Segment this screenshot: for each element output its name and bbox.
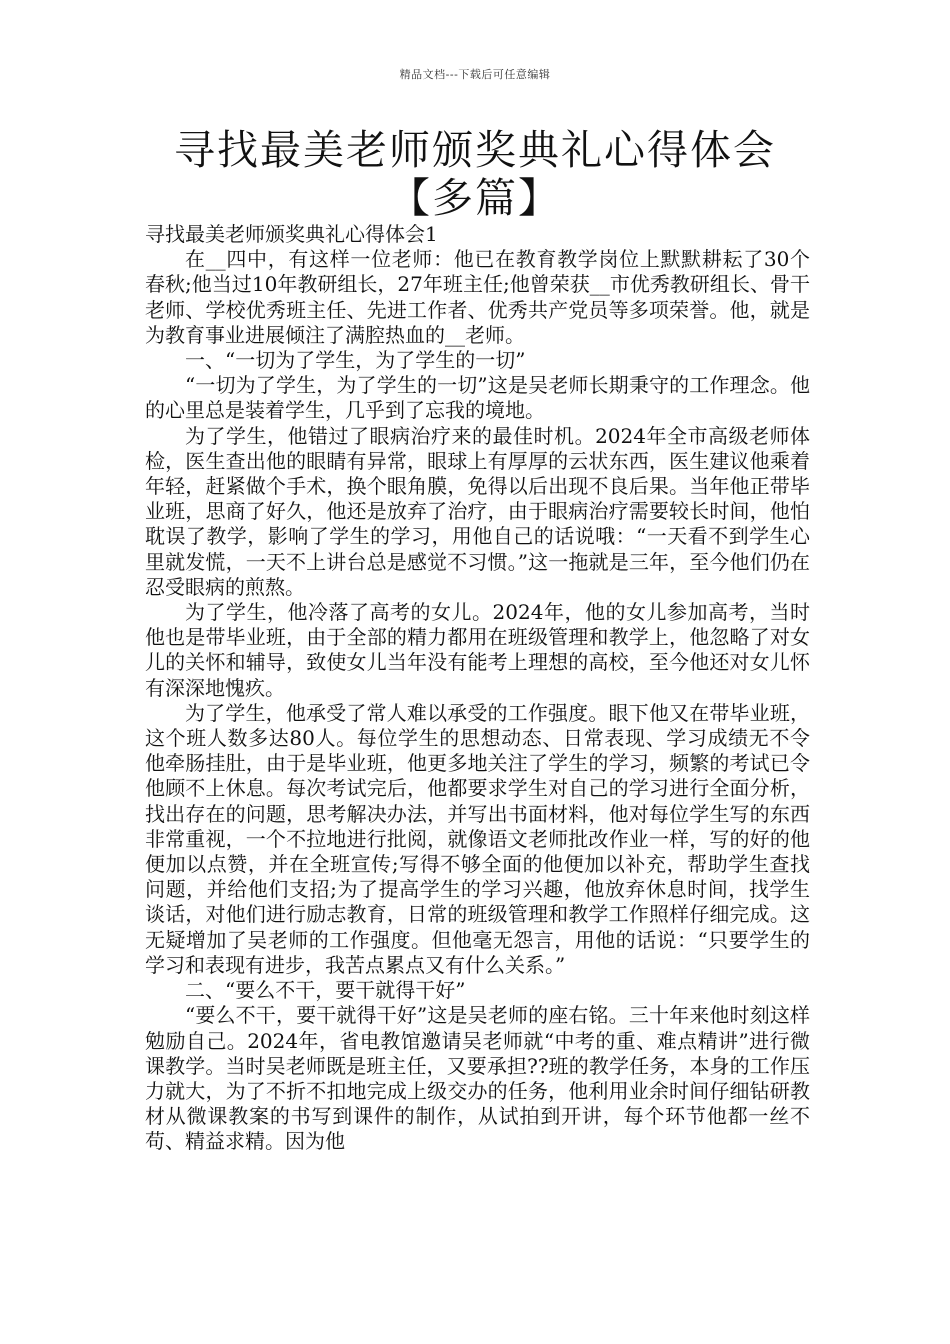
section-subtitle: 寻找最美老师颁奖典礼心得体会1: [145, 222, 438, 246]
paragraph: “一切为了学生，为了学生的一切”这是吴老师长期秉守的工作理念。他的心里总是装着学生，几乎到了忘我的境地。: [145, 373, 810, 423]
document-title: 寻找最美老师颁奖典礼心得体会【多篇】: [174, 126, 776, 222]
paragraph: 在__四中，有这样一位老师：他已在教育教学岗位上默默耕耘了30个春秋;他当过10年教研组长，27年班主任;他曾荣获__市优秀教研组长、骨干老师、学校优秀班主任、先进工作者、优秀共产党员等多项荣誉。他，就是为教育事业进展倾注了满腔热血的__老师。: [145, 247, 810, 347]
paragraph: 为了学生，他承受了常人难以承受的工作强度。眼下他又在带毕业班，这个班人数多达80人。每位学生的思想动态、日常表现、学习成绩无不令他牵肠挂肚，由于是毕业班，他更多地关注了学生的学习，频繁的考试已令他顾不上休息。每次考试完后，他都要求学生对自己的学习进行全面分析，找出存在的问题，思考解决办法，并写出书面材料，他对每位学生写的东西非常重视，一个不拉地进行批阅，就像语文老师批改作业一样，写的好的他便加以点赞，并在全班宣传;写得不够全面的他便加以补充，帮助学生查找问题，并给他们支招;为了提高学生的学习兴趣，他放弃休息时间，找学生谈话，对他们进行励志教育，日常的班级管理和教学工作照样仔细完成。这无疑增加了吴老师的工作强度。但他毫无怨言，用他的话说：“只要学生的学习和表现有进步，我苦点累点又有什么关系。”: [145, 700, 810, 977]
header-note: 精品文档---下载后可任意编辑: [399, 68, 551, 81]
paragraph: “要么不干，要干就得干好”这是吴老师的座右铭。三十年来他时刻这样勉励自己。2024年，省电教馆邀请吴老师就“中考的重、难点精讲”进行微课教学。当时吴老师既是班主任，又要承担??班的教学任务，本身的工作压力就大，为了不折不扣地完成上级交办的任务，他利用业余时间仔细钻研教材从微课教案的书写到课件的制作，从试拍到开讲，每个环节他都一丝不苟、精益求精。因为他: [145, 1003, 810, 1154]
section-heading: 二、“要么不干，要干就得干好”: [185, 978, 466, 1003]
section-heading: 一、“一切为了学生，为了学生的一切”: [185, 348, 526, 373]
paragraph: 为了学生，他冷落了高考的女儿。2024年，他的女儿参加高考，当时他也是带毕业班，由于全部的精力都用在班级管理和教学上，他忽略了对女儿的关怀和辅导，致使女儿当年没有能考上理想的高校，至今他还对女儿怀有深深地愧疚。: [145, 600, 810, 700]
paragraph: 为了学生，他错过了眼病治疗来的最佳时机。2024年全市高级老师体检，医生查出他的眼睛有异常，眼球上有厚厚的云状东西，医生建议他乘着年轻，赶紧做个手术，换个眼角膜，免得以后出现不良后果。当年他正带毕业班，思商了好久，他还是放弃了治疗，由于眼病治疗需要较长时间，他怕耽误了教学，影响了学生的学习，用他自己的话说哦：“一天看不到学生心里就发慌，一天不上讲台总是感觉不习惯。”这一拖就是三年，至今他们仍在忍受眼病的煎熬。: [145, 423, 810, 599]
document-body: [145, 222, 810, 1155]
